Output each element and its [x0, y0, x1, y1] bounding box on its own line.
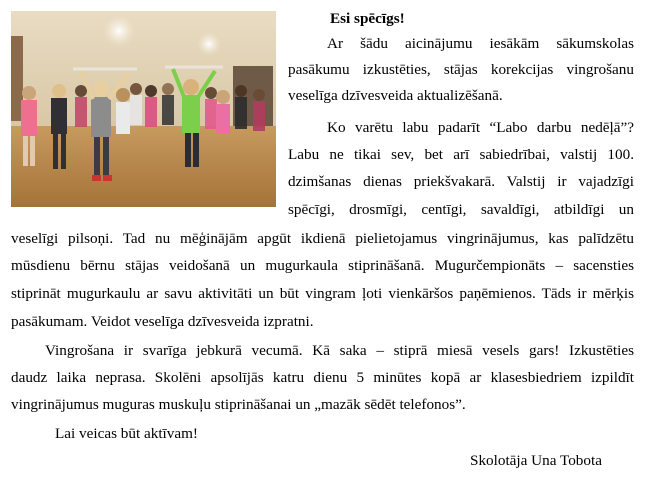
article-text-line: pasākumam. Veidot veselīga dzīvesveida izpratni.: [11, 313, 314, 330]
article-title: Esi spēcīgs!: [330, 10, 405, 27]
article-text-line: veselīga dzīvesveida aktualizēšanā.: [288, 87, 503, 104]
article-text-line: vingrinājumus muguras muskuļu stiprināšanai un „mazāk sēdēt telefonos”.: [11, 396, 466, 413]
article-text-line: Ar šādu aicinājumu iesākām sākumskolas: [327, 35, 634, 52]
article-text-line: mūsdienu bērnu stājas veidošanā un mugurkaula stiprināšanā. Mugurčempionāts – sacensties: [11, 257, 634, 274]
article-signature: Skolotāja Una Tobota: [470, 452, 602, 469]
children-exercising-photo: [11, 11, 276, 207]
photo-illustration: [11, 11, 276, 207]
article-closing-line: Lai veicas būt aktīvam!: [55, 425, 198, 442]
article-text-line: daudz laika neprasa. Skolēni apsolījās katru dienu 5 minūtes kopā ar klasesbiedriem izpildīt: [11, 369, 634, 386]
article-text-line: dzimšanas dienas priekšvakarā. Valstij ir vajadzīgi: [288, 173, 634, 190]
article-text-line: Vingrošana ir svarīga jebkurā vecumā. Kā saka – stiprā miesā vesels gars! Izkustēties: [45, 342, 634, 359]
article-text-line: veselīgi pilsoņi. Tad nu mēģinājām apgūt ikdienā pielietojamus vingrinājumus, kas palīdzētu: [11, 230, 634, 247]
article-text-line: Ko varētu labu padarīt “Labo darbu nedēļā”?: [327, 119, 634, 136]
article-text-line: stiprināt mugurkaulu ar savu aktivitāti un būt vingram ļoti vienkāršos paņēmienos. Tāds ir mērķis: [11, 285, 634, 302]
article-text-line: Labu ne tikai sev, bet arī sabiedrībai, valstij 100.: [288, 146, 634, 163]
article-text-line: spēcīgi, drosmīgi, centīgi, savaldīgi, atbildīgi un: [288, 201, 634, 218]
article-text-line: pasākumu izkustēties, stājas korekcijas vingrošanu: [288, 61, 634, 78]
